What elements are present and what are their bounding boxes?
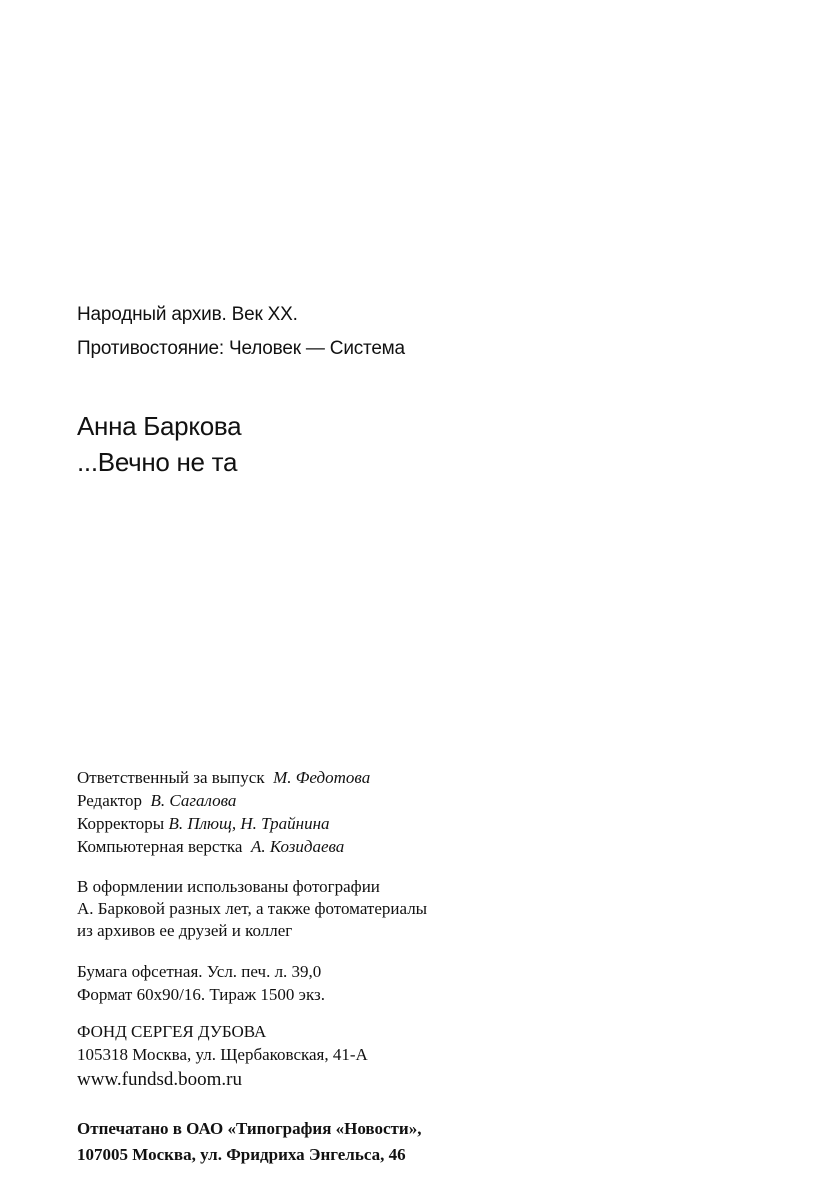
credit-line [77,766,370,789]
design-note-line: А. Барковой разных лет, а также фотоматериалы [77,899,428,918]
design-note-line: из архивов ее друзей и коллег [77,921,293,940]
book-title: ...Вечно не та [77,447,238,477]
series-line-2: Противостояние: Человек — Система [77,338,405,359]
book-heading [77,408,241,480]
credit-name: В. Сагалова [150,791,237,810]
publisher-info [77,1020,368,1091]
publisher-url: www.fundsd.boom.ru [77,1069,243,1090]
series-title [77,298,405,366]
print-specs [77,960,325,1006]
series-line-1: Народный архив. Век XX. [77,304,298,325]
credit-line [77,812,370,835]
print-spec-line: Бумага офсетная. Усл. печ. л. 39,0 [77,962,322,981]
author-name: Анна Баркова [77,411,242,441]
credits-list [77,766,370,858]
publisher-name: ФОНД СЕРГЕЯ ДУБОВА [77,1022,267,1041]
credit-line [77,789,370,812]
credit-name: А. Козидаева [250,837,345,856]
printer-line: Отпечатано в ОАО «Типография «Новости», [77,1119,422,1138]
credit-line [77,835,370,858]
credit-role: Ответственный за выпуск [77,768,265,787]
credit-name: М. Федотова [273,768,371,787]
design-note-line: В оформлении использованы фотографии [77,877,380,896]
credit-role: Редактор [77,791,142,810]
design-note [77,876,427,942]
printer-line: 107005 Москва, ул. Фридриха Энгельса, 46 [77,1145,406,1164]
printer-info [77,1116,421,1168]
print-spec-line: Формат 60x90/16. Тираж 1500 экз. [77,985,325,1004]
credit-role: Компьютерная верстка [77,837,243,856]
publisher-address: 105318 Москва, ул. Щербаковская, 41-А [77,1045,368,1064]
credit-role: Корректоры [77,814,165,833]
credit-name: В. Плющ, Н. Трайнина [168,814,330,833]
